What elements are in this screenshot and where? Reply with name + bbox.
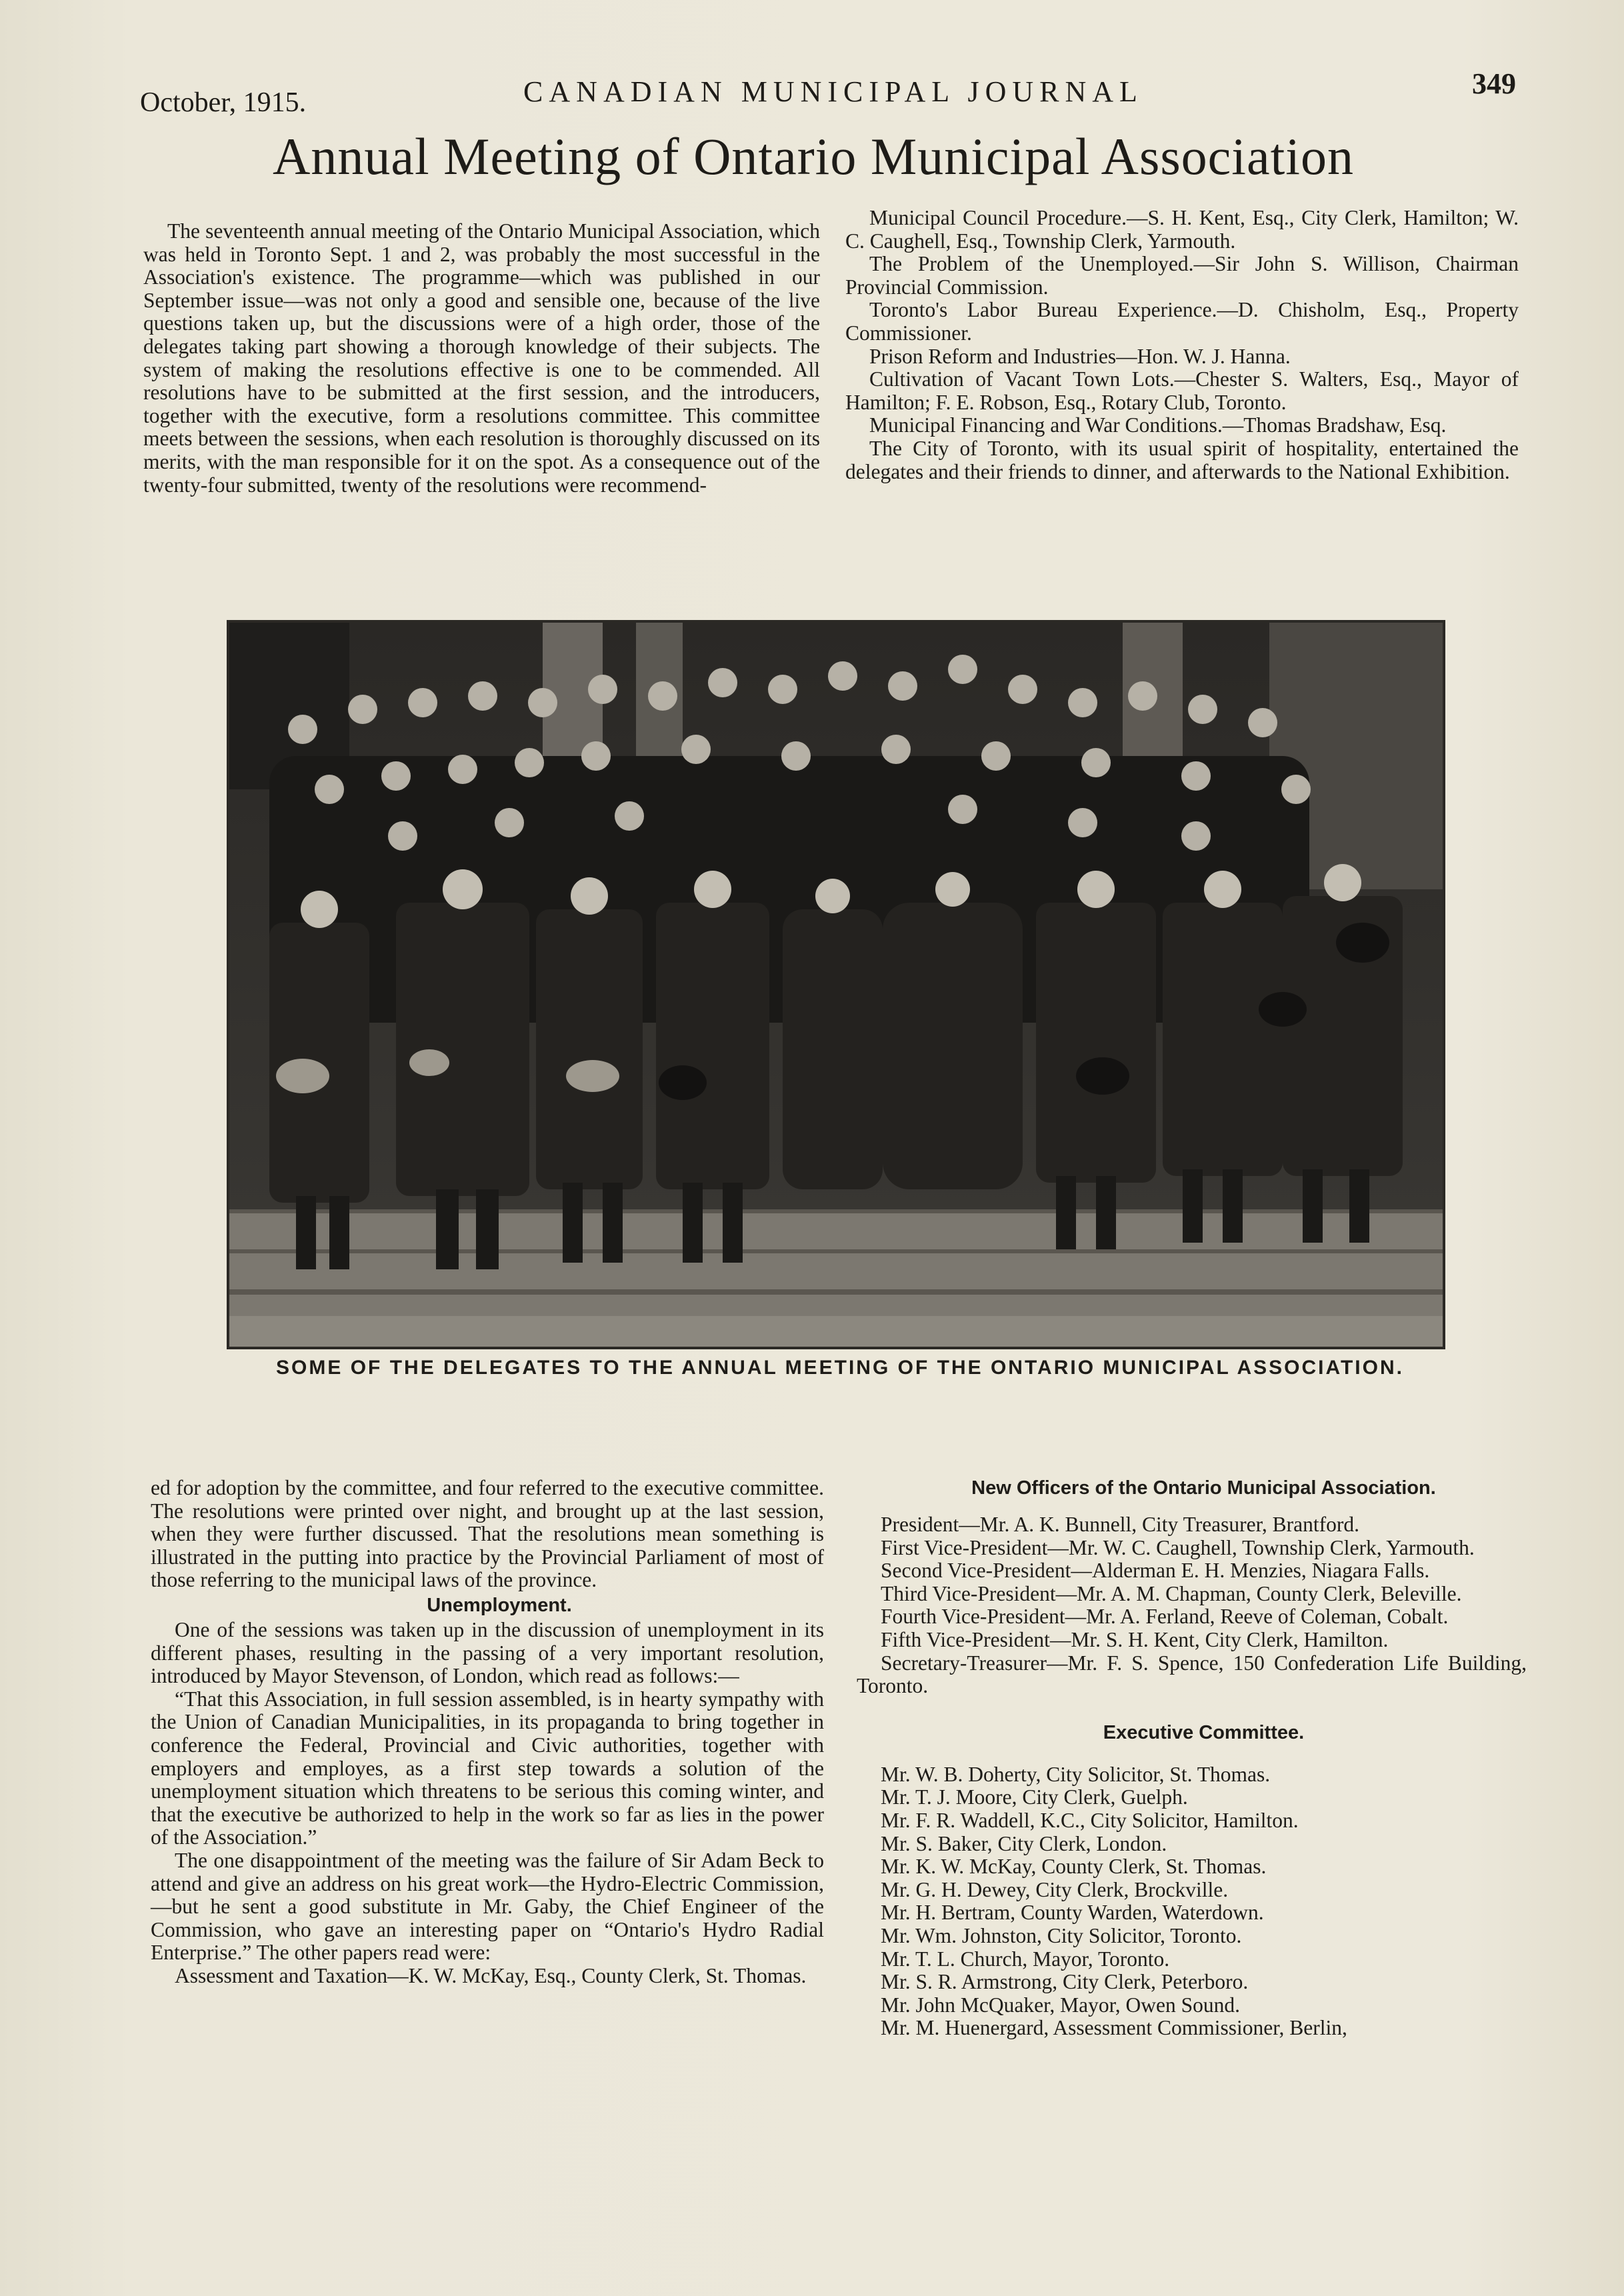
paper-item: The Problem of the Unemployed.—Sir John S. Willison, Chairman Provincial Commission. xyxy=(845,252,1519,299)
resolution-quote: “That this Association, in full session assembled, is in hearty sympathy with the Union of Canadian Municipalities, in its propaganda to bring together in conference the Federal, Provincial and Civic authorities, together with employers and employes, as a first step towards a solution of the unemployment situation which threatens to be serious this coming winter, and that the executive be authorized to help in the work so far as lies in the power of the Association.” xyxy=(151,1687,824,1849)
executive-heading: Executive Committee. xyxy=(1103,1721,1305,1743)
executive-member: Mr. F. R. Waddell, K.C., City Solicitor, Hamilton. xyxy=(881,1808,1299,1832)
papers-start: Assessment and Taxation—K. W. McKay, Esq., County Clerk, St. Thomas. xyxy=(175,1963,807,1987)
paper-item: Municipal Financing and War Conditions.—Thomas Bradshaw, Esq. xyxy=(869,413,1447,437)
officer-item: First Vice-President—Mr. W. C. Caughell, Township Clerk, Yarmouth. xyxy=(881,1535,1475,1559)
executive-member: Mr. G. H. Dewey, City Clerk, Brockville. xyxy=(881,1877,1229,1901)
intro-column xyxy=(143,220,820,497)
papers-column xyxy=(845,207,1519,483)
delegates-photograph xyxy=(227,620,1445,1349)
officer-item: Fourth Vice-President—Mr. A. Ferland, Reeve of Coleman, Cobalt. xyxy=(881,1605,1449,1629)
officer-item: Fifth Vice-President—Mr. S. H. Kent, City Clerk, Hamilton. xyxy=(881,1627,1389,1651)
paper-item: Prison Reform and Industries—Hon. W. J. Hanna. xyxy=(869,344,1291,368)
disappointment-paragraph: The one disappointment of the meeting was the failure of Sir Adam Beck to attend and give an address on his great work—the Hydro-Electric Commission,—but he sent a good substitute in Mr. Gaby, the Chief Engineer of the Commission, who gave an interesting paper on “Ontario's Hydro Radial Enterprise.” The other papers read were: xyxy=(151,1848,824,1965)
executive-member: Mr. T. L. Church, Mayor, Toronto. xyxy=(881,1947,1170,1971)
executive-member: Mr. H. Bertram, County Warden, Waterdown. xyxy=(881,1901,1264,1925)
paper-item: Municipal Council Procedure.—S. H. Kent, Esq., City Clerk, Hamilton; W. C. Caughell, Esq., Township Clerk, Yarmouth. xyxy=(845,206,1519,253)
photo-illustration xyxy=(229,623,1443,1347)
officer-item: Second Vice-President—Alderman E. H. Menzies, Niagara Falls. xyxy=(881,1559,1430,1583)
executive-member: Mr. K. W. McKay, County Clerk, St. Thomas. xyxy=(881,1855,1267,1879)
continued-paragraph: ed for adoption by the committee, and four referred to the executive committee. The resolutions were printed over night, and brought up at the last session, when they were further discussed. That the resolutions mean something is illustrated in the putting into practice by the Provincial Parliament of most of those referring to the municipal laws of the province. xyxy=(151,1476,824,1592)
executive-member: Mr. W. B. Doherty, City Solicitor, St. Thomas. xyxy=(881,1762,1271,1786)
officers-heading: New Officers of the Ontario Municipal Association. xyxy=(971,1477,1436,1499)
article-title: Annual Meeting of Ontario Municipal Association xyxy=(273,127,1354,185)
paper-item: Cultivation of Vacant Town Lots.—Chester S. Walters, Esq., Mayor of Hamilton; F. E. Robson, Esq., Rotary Club, Toronto. xyxy=(845,367,1519,414)
executive-member: Mr. M. Huenergard, Assessment Commissioner, Berlin, xyxy=(881,2016,1347,2040)
executive-member: Mr. S. Baker, City Clerk, London. xyxy=(881,1831,1167,1855)
photo-caption: SOME OF THE DELEGATES TO THE ANNUAL MEETING OF THE ONTARIO MUNICIPAL ASSOCIATION. xyxy=(276,1357,1404,1379)
executive-member: Mr. John McQuaker, Mayor, Owen Sound. xyxy=(881,1993,1241,2017)
officer-item: Secretary-Treasurer—Mr. F. S. Spence, 150 Confederation Life Building, Toronto. xyxy=(857,1651,1527,1698)
executive-member: Mr. S. R. Armstrong, City Clerk, Peterboro. xyxy=(881,1970,1249,1994)
intro-paragraph: The seventeenth annual meeting of the Ontario Municipal Association, which was held in Toronto Sept. 1 and 2, was probably the most successful in the Association's existence. The programme—which was published in our September issue—was not only a good and sensible one, because of the live questions taken up, but the discussions were of a high order, those of the delegates taking part showing a thorough knowledge of their subjects. The system of making the resolutions effective is one to be commended. All resolutions have to be submitted at the first session, and the introducers, together with the executive, form a resolutions committee. This committee meets between the sessions, when each resolution is thoroughly discussed on its merits, with the man responsible for it on the spot. As a consequence out of the twenty-four submitted, twenty of the resolutions were recommend- xyxy=(143,219,820,497)
continued-column xyxy=(151,1477,824,1987)
running-head xyxy=(0,67,1624,120)
issue-date: October, 1915. xyxy=(140,87,307,118)
executive-member: Mr. T. J. Moore, City Clerk, Guelph. xyxy=(881,1785,1188,1809)
officer-item: President—Mr. A. K. Bunnell, City Treasurer, Brantford. xyxy=(881,1513,1359,1536)
unemployment-heading: Unemployment. xyxy=(427,1594,572,1616)
page-number: 349 xyxy=(1472,67,1516,100)
unemployment-paragraph: One of the sessions was taken up in the discussion of unemployment in its different phases, resulting in the passing of a very important resolution, introduced by Mayor Stevenson, of London, which read as follows:— xyxy=(151,1617,824,1688)
officer-item: Third Vice-President—Mr. A. M. Chapman, County Clerk, Beleville. xyxy=(881,1581,1462,1605)
hospitality-paragraph: The City of Toronto, with its usual spirit of hospitality, entertained the delegates and their friends to dinner, and afterwards to the National Exhibition. xyxy=(845,436,1519,483)
executive-member: Mr. Wm. Johnston, City Solicitor, Toronto. xyxy=(881,1923,1242,1947)
journal-name: CANADIAN MUNICIPAL JOURNAL xyxy=(523,75,1143,108)
officers-column xyxy=(857,1475,1527,2040)
paper-item: Toronto's Labor Bureau Experience.—D. Chisholm, Esq., Property Commissioner. xyxy=(845,298,1519,345)
